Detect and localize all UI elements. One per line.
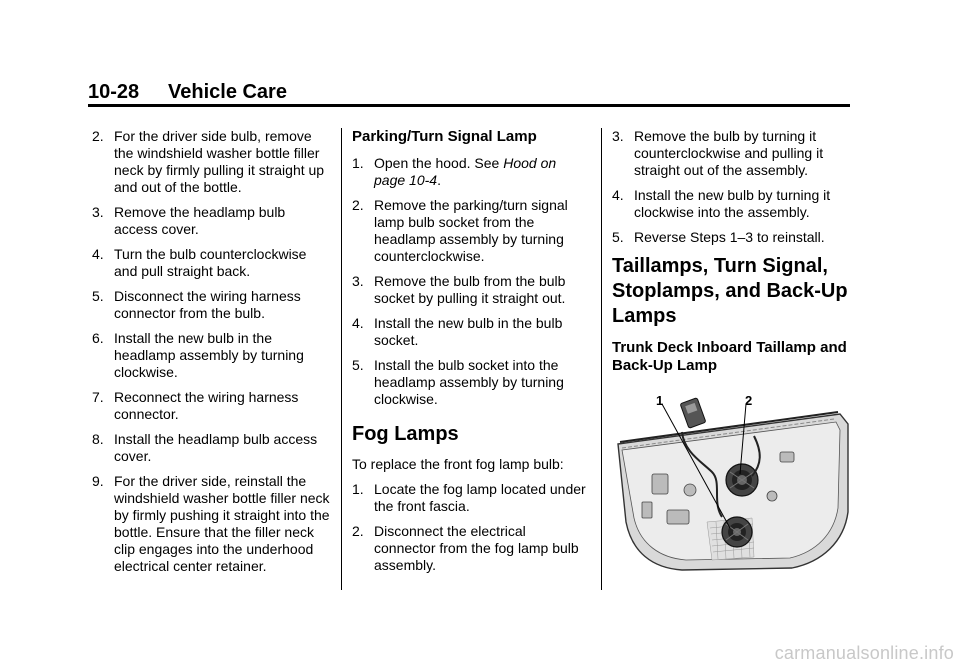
step-text: Remove the bulb from the bulb socket by pulling it straight out. bbox=[374, 273, 566, 306]
step-text: Install the new bulb by turning it clockwise into the assembly. bbox=[634, 187, 831, 220]
step-text: Open the hood. See bbox=[374, 155, 504, 171]
column-1 bbox=[92, 128, 332, 583]
step-number: 3. bbox=[92, 204, 104, 220]
column-divider-2 bbox=[601, 128, 602, 590]
taillamp-assembly-illustration bbox=[612, 392, 852, 577]
page-header bbox=[88, 80, 850, 104]
step-text-end: . bbox=[437, 172, 441, 188]
step-number: 4. bbox=[92, 246, 104, 262]
step-text: Install the headlamp bulb access cover. bbox=[114, 431, 318, 464]
list-item bbox=[352, 197, 588, 265]
list-item bbox=[352, 357, 588, 408]
list-item bbox=[92, 473, 332, 575]
step-text: Reverse Steps 1–3 to reinstall. bbox=[634, 229, 825, 245]
taillamps-heading: Taillamps, Turn Signal, Stoplamps, and Back-Up Lamps bbox=[612, 255, 848, 327]
trunk-deck-heading: Trunk Deck Inboard Taillamp and Back-Up Lamp bbox=[612, 339, 847, 374]
step-number: 1. bbox=[352, 155, 364, 171]
page-number: 10-28 bbox=[88, 81, 140, 103]
list-item bbox=[92, 288, 332, 322]
step-number: 7. bbox=[92, 389, 104, 405]
fog-intro: To replace the front fog lamp bulb: bbox=[352, 456, 564, 472]
step-text: Install the new bulb in the headlamp assembly by turning clockwise. bbox=[114, 330, 304, 380]
header-rule bbox=[88, 104, 850, 107]
step-number: 4. bbox=[352, 315, 364, 331]
list-item bbox=[352, 315, 588, 349]
parking-steps-list bbox=[352, 155, 588, 189]
callout-2-label: 2 bbox=[745, 393, 753, 408]
list-item bbox=[352, 523, 588, 574]
step-number: 9. bbox=[92, 473, 104, 489]
step-number: 3. bbox=[612, 128, 624, 144]
list-item bbox=[612, 128, 852, 179]
list-item bbox=[92, 431, 332, 465]
step-number: 8. bbox=[92, 431, 104, 447]
step-text: Locate the fog lamp located under the front fascia. bbox=[374, 481, 586, 514]
column-3 bbox=[612, 128, 852, 375]
list-item bbox=[612, 229, 852, 246]
step-text: Install the bulb socket into the headlamp assembly by turning clockwise. bbox=[374, 357, 564, 407]
step-number: 3. bbox=[352, 273, 364, 289]
step-number: 6. bbox=[92, 330, 104, 346]
headlamp-steps-list bbox=[92, 128, 332, 575]
wiring-connector bbox=[680, 398, 706, 429]
list-item bbox=[612, 187, 852, 221]
list-item bbox=[352, 155, 588, 189]
list-item bbox=[352, 273, 588, 307]
step-text: Remove the parking/turn signal lamp bulb socket from the headlamp assembly by turning counterclockwise. bbox=[374, 197, 568, 264]
step-text: Reconnect the wiring harness connector. bbox=[114, 389, 299, 422]
fog-lamps-heading: Fog Lamps bbox=[352, 423, 459, 445]
list-item bbox=[92, 330, 332, 381]
fog-steps-list-cont bbox=[612, 128, 852, 246]
list-item bbox=[92, 389, 332, 423]
watermark: carmanualsonline.info bbox=[774, 643, 954, 663]
step-number: 1. bbox=[352, 481, 364, 497]
step-number: 5. bbox=[612, 229, 624, 245]
step-number: 5. bbox=[92, 288, 104, 304]
list-item bbox=[92, 128, 332, 196]
list-item bbox=[92, 204, 332, 238]
list-item bbox=[352, 481, 588, 515]
column-divider-1 bbox=[341, 128, 342, 590]
step-number: 2. bbox=[352, 523, 364, 539]
hood-reference-link[interactable]: Hood on page 10-4 bbox=[374, 155, 557, 188]
step-text: Remove the headlamp bulb access cover. bbox=[114, 204, 286, 237]
step-text: For the driver side bulb, remove the windshield washer bottle filler neck by firmly pulling it straight up and out of the bottle. bbox=[114, 128, 325, 195]
step-text: Disconnect the electrical connector from the fog lamp bulb assembly. bbox=[374, 523, 579, 573]
column-2 bbox=[352, 128, 588, 582]
parking-steps-list-cont bbox=[352, 197, 588, 408]
step-text: Install the new bulb in the bulb socket. bbox=[374, 315, 563, 348]
fog-steps-list bbox=[352, 481, 588, 574]
upper-bulb-socket bbox=[726, 464, 758, 496]
step-number: 4. bbox=[612, 187, 624, 203]
step-text: Disconnect the wiring harness connector from the bulb. bbox=[114, 288, 301, 321]
step-number: 2. bbox=[92, 128, 104, 144]
step-text: For the driver side, reinstall the windshield washer bottle filler neck by firmly pushing it straight into the bottle. Ensure that the filler neck clip engages into the underhood electrical center retainer. bbox=[114, 473, 330, 574]
list-item bbox=[92, 246, 332, 280]
step-number: 5. bbox=[352, 357, 364, 373]
parking-turn-signal-heading: Parking/Turn Signal Lamp bbox=[352, 128, 537, 145]
step-text: Remove the bulb by turning it counterclockwise and pulling it straight out of the assembly. bbox=[634, 128, 824, 178]
step-text: Turn the bulb counterclockwise and pull straight back. bbox=[114, 246, 307, 279]
callout-1-label: 1 bbox=[656, 393, 664, 408]
section-title: Vehicle Care bbox=[168, 81, 287, 103]
step-number: 2. bbox=[352, 197, 364, 213]
